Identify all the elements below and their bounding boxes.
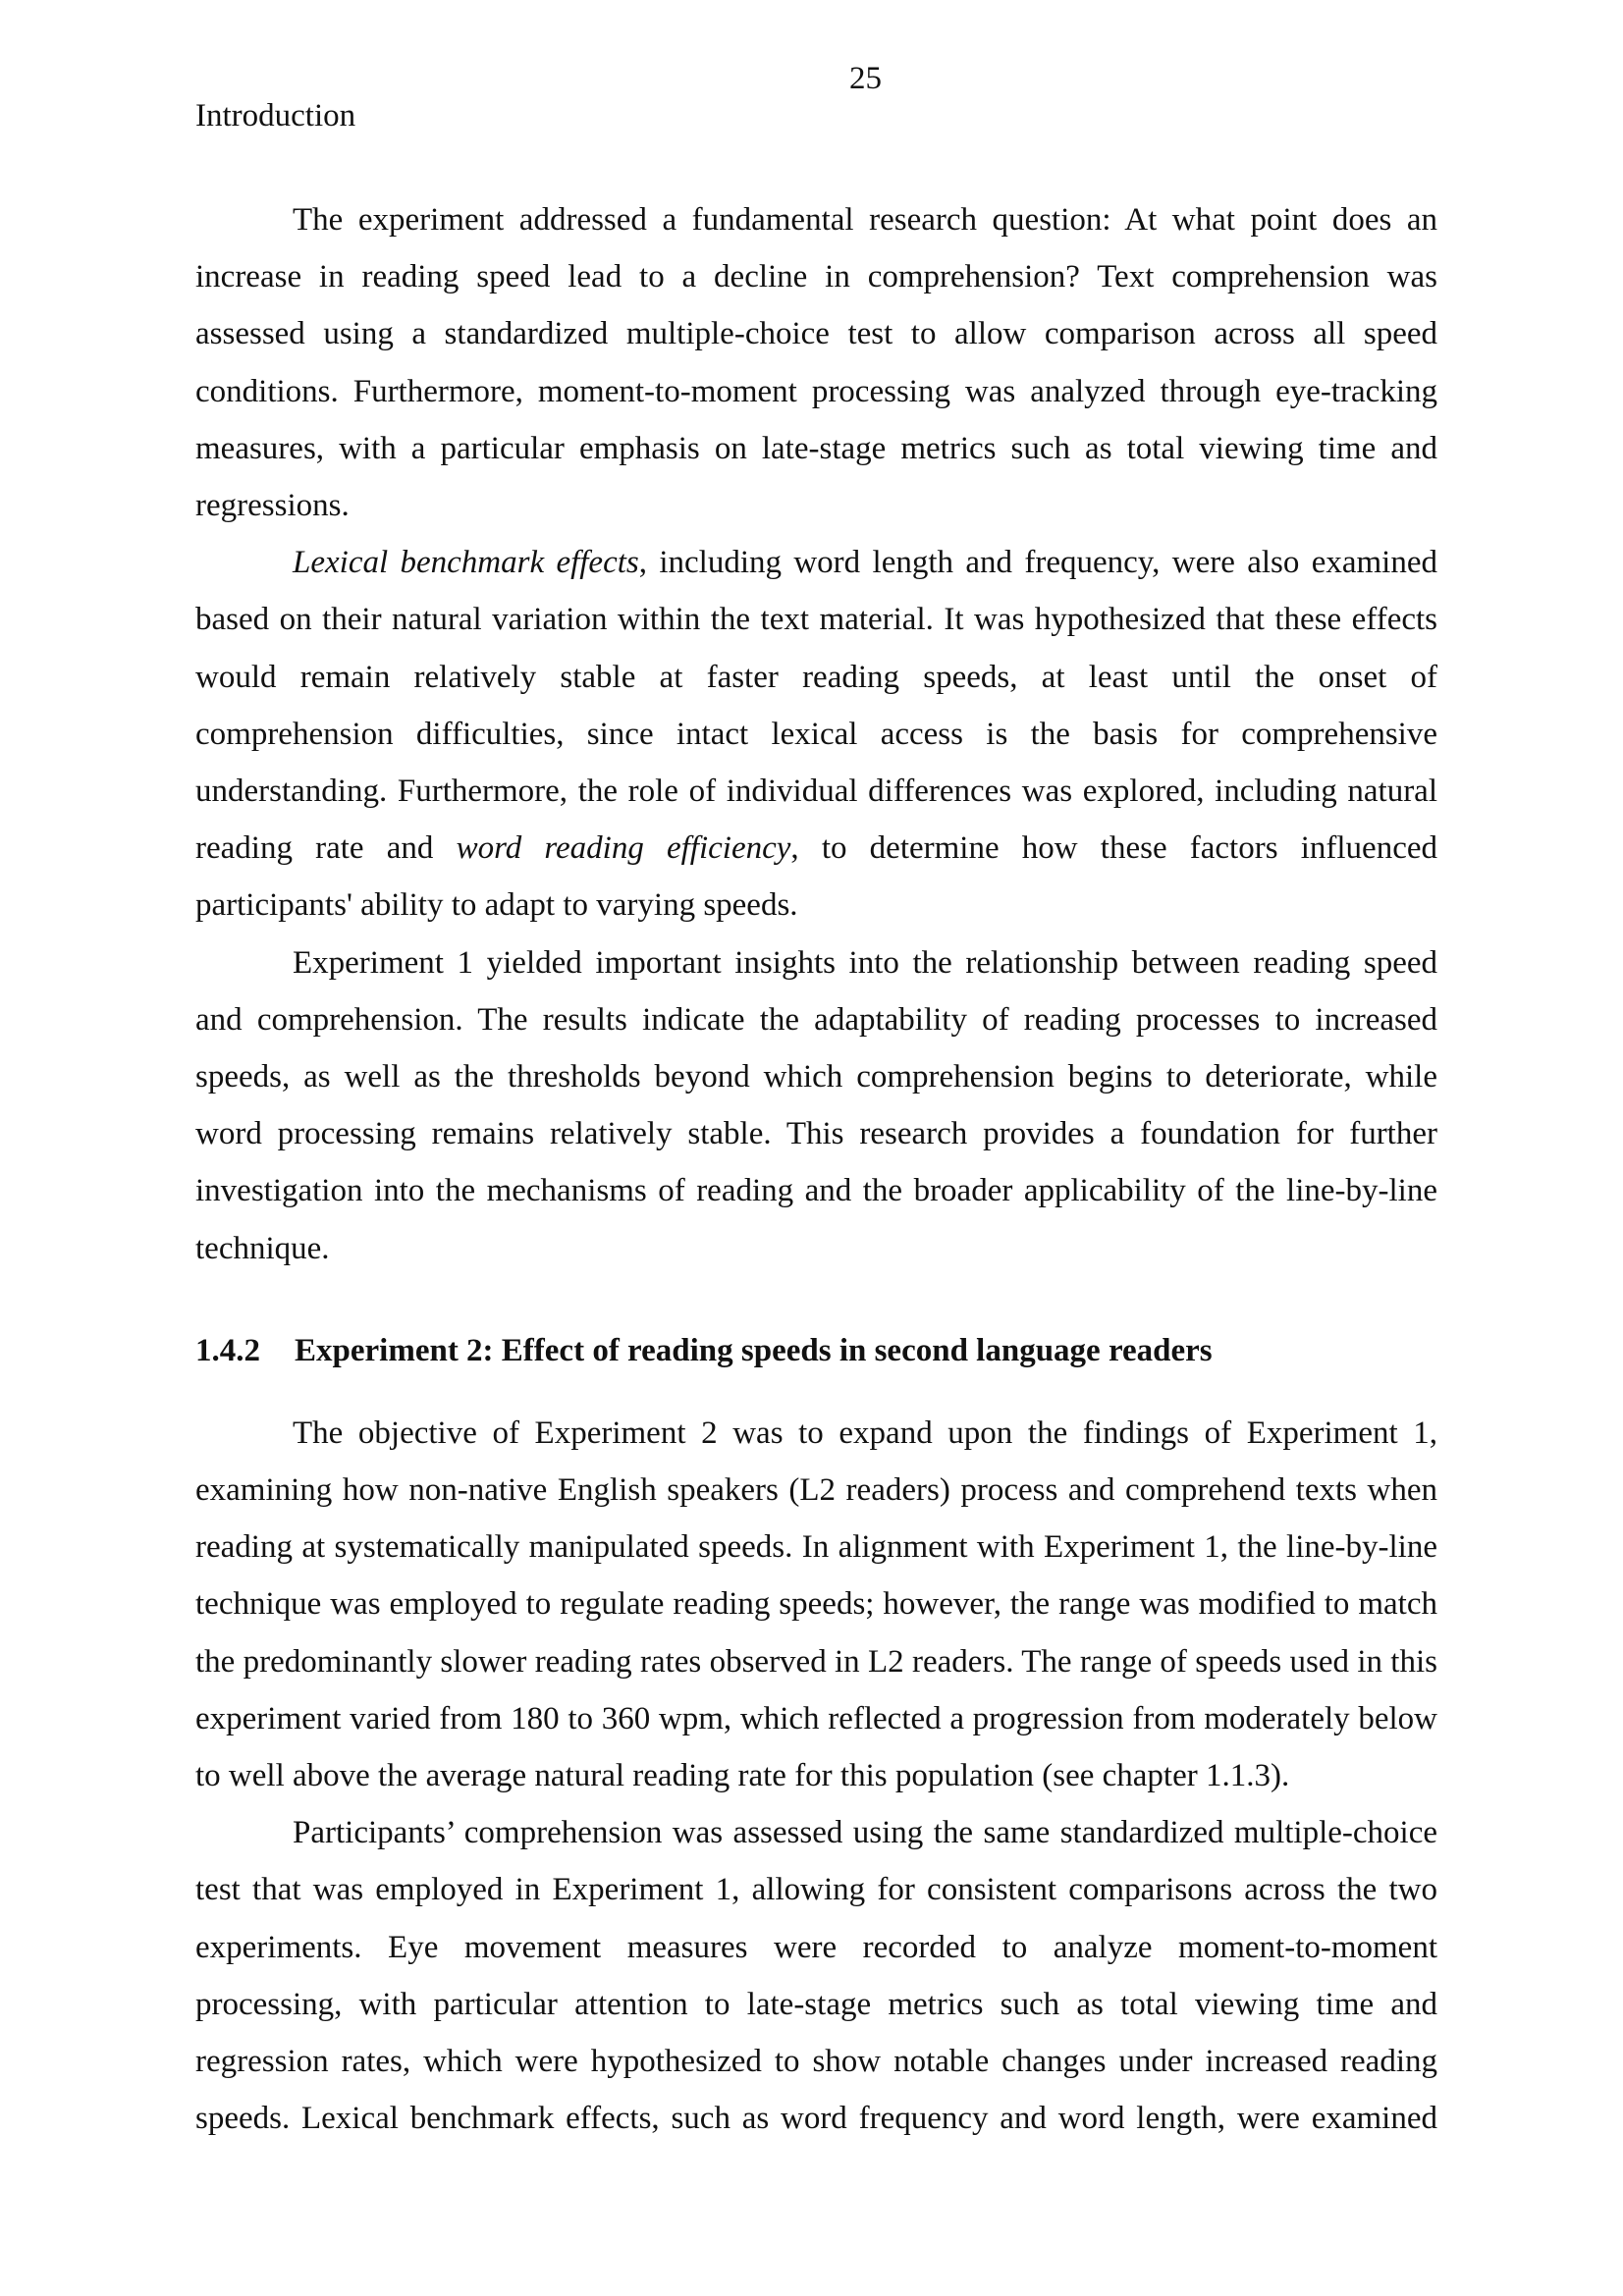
text-segment: The objective of Experiment 2 was to expand upon the findings of Experiment 1, examining how non-native English speakers (L2 readers) process and comprehend texts when reading at systematically manipulated speeds. In alignment with Experiment 1, the line-by-line technique was employed to regulate reading speeds; however, the range was modified to match the predominantly slower reading rates observed in L2 readers. The range of speeds used in this experiment varied from 180 to 360 wpm, which reflected a progression from moderately below to well above the average natural reading rate for this population (see chapter 1.1.3).	[195, 1415, 1437, 1794]
paragraph	[195, 934, 1437, 1277]
italic-term: word reading efficiency	[456, 830, 791, 867]
document-body	[195, 191, 1437, 2148]
paragraph	[195, 534, 1437, 934]
text-segment: , including word length and frequency, were also examined based on their natural variation within the text material. It was hypothesized that these effects would remain relatively stable at faster reading speeds, at least until the onset of comprehension difficulties, since intact lexical access is the basis for comprehensive understanding. Furthermore, the role of individual differences was explored, including natural reading rate and	[195, 545, 1437, 867]
page-number: 25	[849, 61, 882, 96]
text-segment: Experiment 1 yielded important insights into the relationship between reading speed and comprehension. The results indicate the adaptability of reading processes to increased speeds, as well as the thresholds beyond which comprehension begins to deteriorate, while word processing remains relatively stable. This research provides a foundation for further investigation into the mechanisms of reading and the broader applicability of the line-by-line technique.	[195, 944, 1437, 1266]
text-segment: The experiment addressed a fundamental research question: At what point does an increase in reading speed lead to a decline in comprehension? Text comprehension was assessed using a standardized multiple-choice test to allow comparison across all speed conditions. Furthermore, moment-to-moment processing was analyzed through eye-tracking measures, with a particular emphasis on late-stage metrics such as total viewing time and regressions.	[195, 202, 1437, 524]
running-head: Introduction	[195, 98, 356, 133]
paragraphs-before-section	[195, 191, 1437, 1277]
text-segment: , to determine how these factors influenced participants' ability to adapt to varying speeds.	[195, 830, 1437, 924]
section-title: Experiment 2: Effect of reading speeds in second language readers	[295, 1332, 1213, 1368]
paragraphs-after-section	[195, 1405, 1437, 2148]
section-number: 1.4.2	[195, 1332, 260, 1368]
paragraph	[195, 1804, 1437, 2147]
italic-term: Lexical benchmark effects	[293, 545, 639, 581]
text-segment: Participants’ comprehension was assessed using the same standardized multiple-choice test that was employed in Experiment 1, allowing for consistent comparisons across the two experiments. Eye movement measures were recorded to analyze moment-to-moment processing, with particular attention to late-stage metrics such as total viewing time and regression rates, which were hypothesized to show notable changes under increased reading speeds. Lexical benchmark effects, such as word frequency and word length, were examined	[195, 1815, 1437, 2137]
paragraph	[195, 1405, 1437, 1804]
paragraph	[195, 191, 1437, 534]
section-heading	[195, 1322, 1437, 1379]
